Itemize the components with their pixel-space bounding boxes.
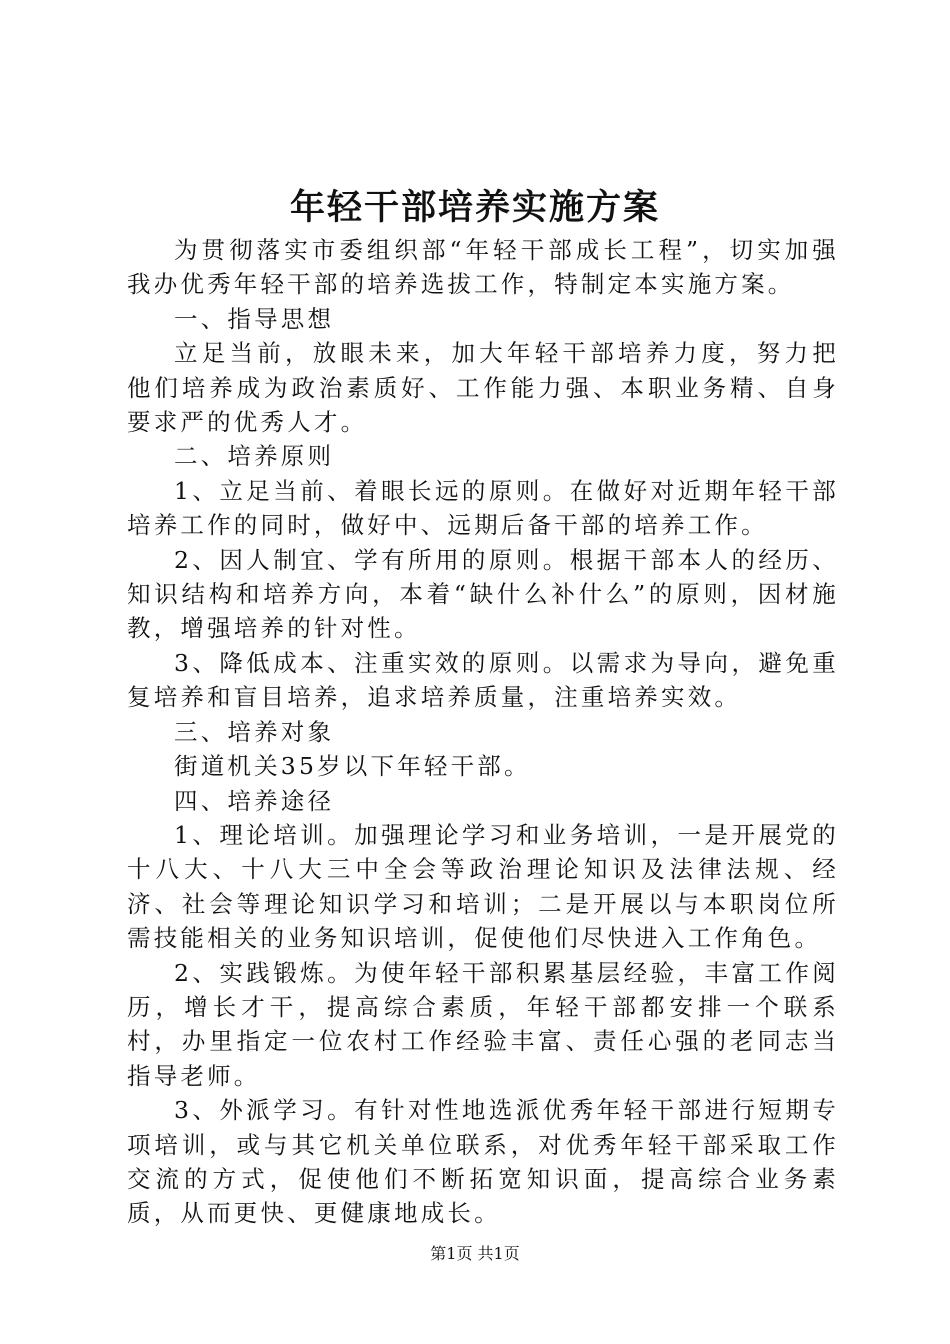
body-paragraph: 3、降低成本、注重实效的原则。以需求为导向，避免重复培养和盲目培养，追求培养质量，注重培养实效。 bbox=[127, 648, 839, 712]
body-paragraph: 2、因人制宜、学有所用的原则。根据干部本人的经历、知识结构和培养方向，本着“缺什么补什么”的原则，因材施教，增强培养的针对性。 bbox=[127, 545, 839, 643]
document-body bbox=[127, 233, 839, 1231]
body-paragraph: 街道机关35岁以下年轻干部。 bbox=[174, 752, 531, 781]
body-paragraph: 1、理论培训。加强理论学习和业务培训，一是开展党的十八大、十八大三中全会等政治理论知识及法律法规、经济、社会等理论知识学习和培训；二是开展以与本职岗位所需技能相关的业务知识培训，促使他们尽快进入工作角色。 bbox=[127, 820, 839, 953]
body-paragraph: 立足当前，放眼未来，加大年轻干部培养力度，努力把他们培养成为政治素质好、工作能力强、本职业务精、自身要求严的优秀人才。 bbox=[127, 339, 839, 437]
section-heading: 三、培养对象 bbox=[174, 717, 335, 746]
section-heading: 二、培养原则 bbox=[174, 442, 335, 471]
section-heading: 一、指导思想 bbox=[174, 304, 335, 333]
document-title: 年轻干部培养实施方案 bbox=[289, 187, 660, 228]
body-paragraph: 2、实践锻炼。为使年轻干部积累基层经验，丰富工作阅历，增长才干，提高综合素质，年轻干部都安排一个联系村，办里指定一位农村工作经验丰富、责任心强的老同志当指导老师。 bbox=[127, 958, 839, 1090]
section-heading: 四、培养途径 bbox=[174, 786, 335, 815]
intro-paragraph: 为贯彻落实市委组织部“年轻干部成长工程”，切实加强我办优秀年轻干部的培养选拔工作，特制定本实施方案。 bbox=[127, 236, 839, 299]
body-paragraph: 3、外派学习。有针对性地选派优秀年轻干部进行短期专项培训，或与其它机关单位联系，对优秀年轻干部采取工作交流的方式，促使他们不断拓宽知识面，提高综合业务素质，从而更快、更健康地成长。 bbox=[127, 1096, 839, 1228]
page-footer: 第1页 共1页 bbox=[430, 1244, 520, 1263]
body-paragraph: 1、立足当前、着眼长远的原则。在做好对近期年轻干部培养工作的同时，做好中、远期后备干部的培养工作。 bbox=[127, 476, 839, 540]
